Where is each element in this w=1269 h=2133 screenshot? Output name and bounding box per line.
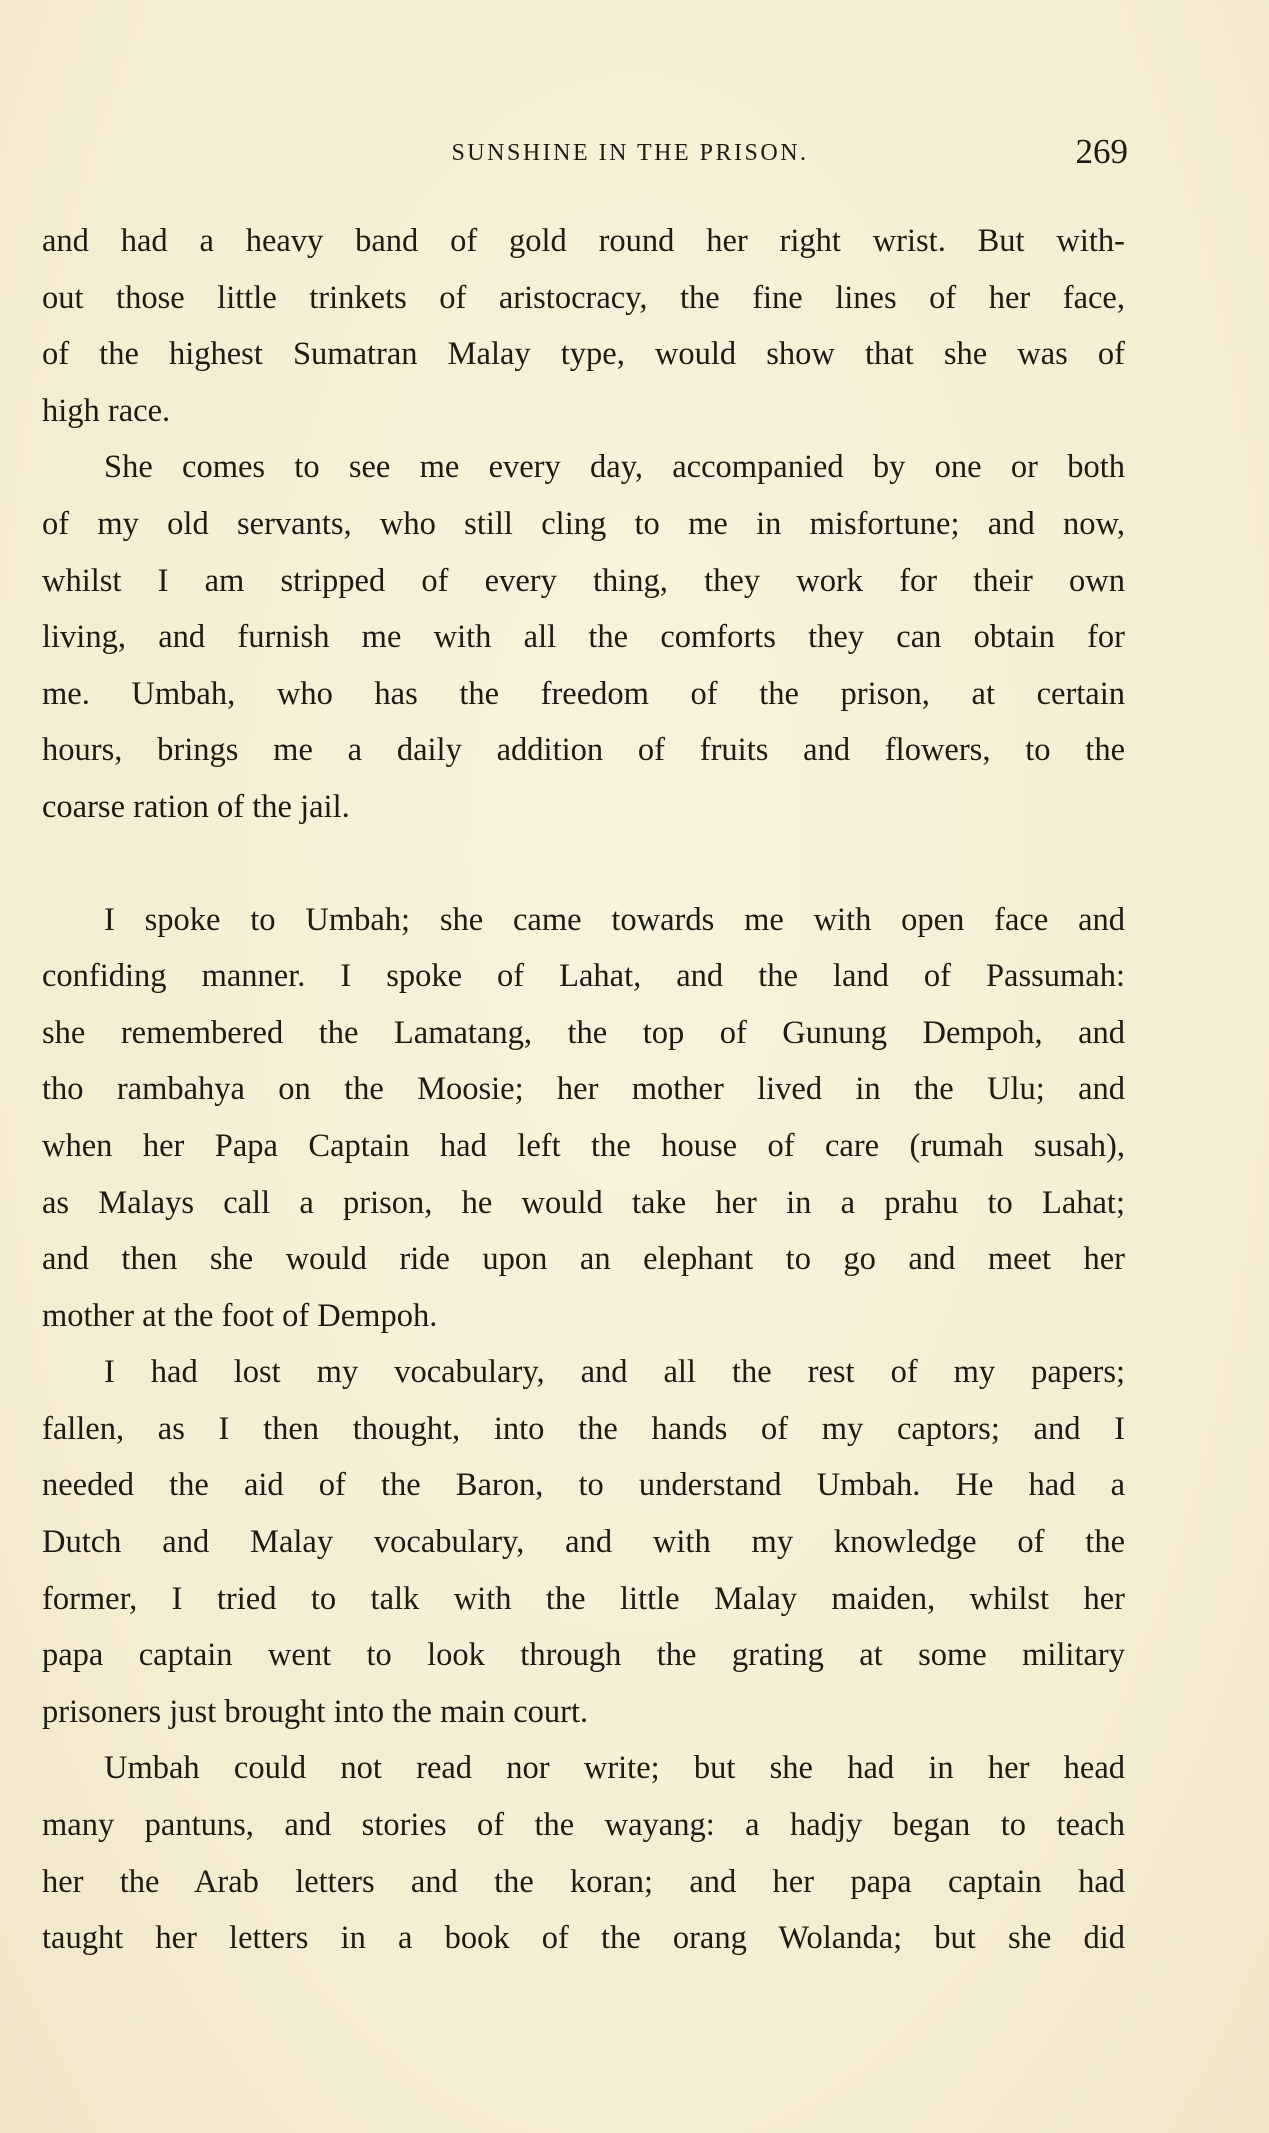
page-number: 269 — [1075, 132, 1128, 171]
text-line: and had a heavy band of gold round her right wrist. But with- — [42, 223, 1125, 259]
text-line: I had lost my vocabulary, and all the rest of my papers; — [104, 1354, 1125, 1391]
text-line: coarse ration of the jail. — [42, 788, 350, 825]
text-line: hours, brings me a daily addition of fruits and flowers, to the — [42, 732, 1125, 769]
text-line: I spoke to Umbah; she came towards me with open face and — [104, 901, 1125, 938]
text-line: papa captain went to look through the grating at some military — [42, 1637, 1125, 1674]
text-line: Umbah could not read nor write; but she had in her head — [104, 1750, 1125, 1787]
text-line: She comes to see me every day, accompanied by one or both — [104, 449, 1125, 486]
paragraph — [42, 213, 1125, 439]
text-line: mother at the foot of Dempoh. — [42, 1297, 438, 1334]
text-line: tho rambahya on the Moosie; her mother lived in the Ulu; and — [42, 1071, 1125, 1108]
text-line: Dutch and Malay vocabulary, and with my knowledge of the — [42, 1524, 1125, 1561]
text-line: taught her letters in a book of the orang Wolanda; but she did — [42, 1920, 1125, 1957]
paragraph — [42, 892, 1125, 1345]
text-line: she remembered the Lamatang, the top of Gunung Dempoh, and — [42, 1014, 1125, 1051]
text-line: needed the aid of the Baron, to understand Umbah. He had a — [42, 1467, 1125, 1504]
text-line: high race. — [42, 392, 171, 429]
text-line: as Malays call a prison, he would take her in a prahu to Lahat; — [42, 1184, 1125, 1221]
body-text — [42, 213, 1125, 1967]
text-line: fallen, as I then thought, into the hands of my captors; and I — [42, 1410, 1125, 1447]
text-line: her the Arab letters and the koran; and her papa captain had — [42, 1863, 1125, 1900]
text-line: many pantuns, and stories of the wayang: a hadjy began to teach — [42, 1807, 1125, 1844]
text-line: whilst I am stripped of every thing, they work for their own — [42, 562, 1125, 599]
section-break — [42, 836, 1125, 892]
text-line: out those little trinkets of aristocracy, the fine lines of her face, — [42, 279, 1125, 316]
running-head — [42, 132, 1128, 172]
running-title: SUNSHINE IN THE PRISON. — [451, 140, 809, 166]
paragraph — [42, 1740, 1125, 1966]
text-line: confiding manner. I spoke of Lahat, and the land of Passumah: — [42, 958, 1125, 995]
text-line: me. Umbah, who has the freedom of the prison, at certain — [42, 675, 1125, 712]
text-line: of the highest Sumatran Malay type, would show that she was of — [42, 336, 1125, 373]
paragraph — [42, 1344, 1125, 1740]
text-line: former, I tried to talk with the little Malay maiden, whilst her — [42, 1580, 1125, 1617]
text-line: and then she would ride upon an elephant to go and meet her — [42, 1241, 1125, 1278]
paragraph — [42, 439, 1125, 835]
text-line: when her Papa Captain had left the house of care (rumah susah), — [42, 1127, 1125, 1164]
text-line: of my old servants, who still cling to me in misfortune; and now, — [42, 505, 1125, 542]
text-line: living, and furnish me with all the comforts they can obtain for — [42, 619, 1125, 656]
text-line: prisoners just brought into the main court. — [42, 1693, 589, 1730]
